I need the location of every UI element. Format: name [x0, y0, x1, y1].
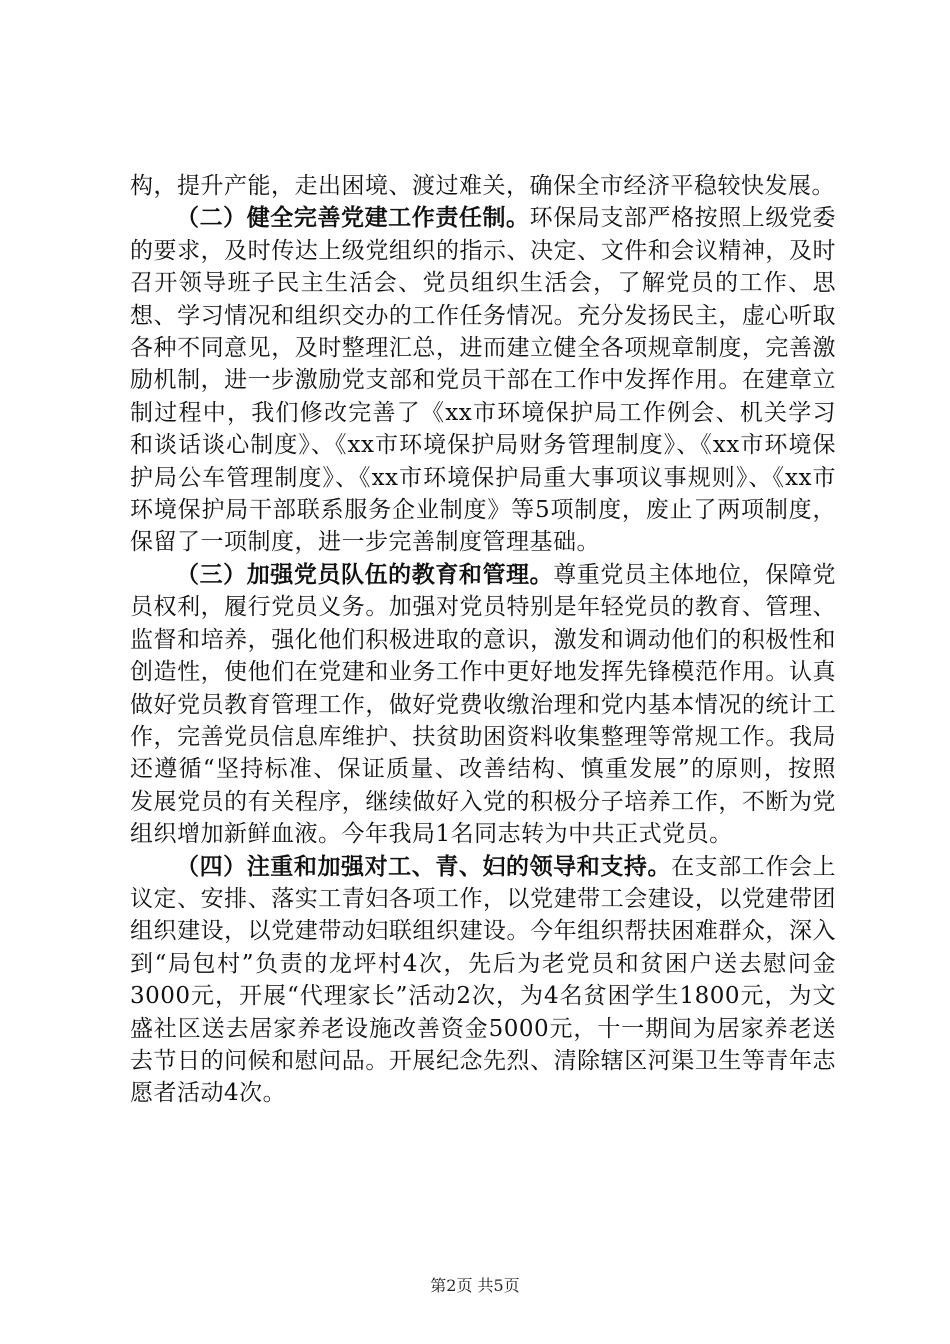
paragraph-text: 在支部工作会上议定、安排、落实工青妇各项工作，以党建带工会建设，以党建带团组织建设，以党建带动妇联组织建设。今年组织帮扶困难群众，深入到“局包村”负责的龙坪村4次，先后为老党员和贫困户送去慰问金3000元，开展“代理家长”活动2次，为4名贫困学生1800元，为文盛社区送去居家养老设施改善资金5000元，十一期间为居家养老送去节日的问候和慰问品。开展纪念先烈、清除辖区河渠卫生等青年志愿者活动4次。	[130, 853, 837, 1107]
page-number: 第2页 共5页	[430, 1276, 520, 1295]
paragraph-section-2	[130, 202, 836, 558]
paragraph-section-4	[130, 851, 836, 1110]
section-heading: （三）加强党员队伍的教育和管理。	[176, 561, 554, 588]
paragraph-text: 构，提升产能，走出困境、渡过难关，确保全市经济平稳较快发展。	[130, 173, 835, 199]
document-body	[130, 170, 836, 1110]
paragraph-text: 尊重党员主体地位，保障党员权利，履行党员义务。加强对党员特别是年轻党员的教育、管理、监督和培养，强化他们积极进取的意识，激发和调动他们的积极性和创造性，使他们在党建和业务工作中更好地发挥先锋模范作用。认真做好党员教育管理工作，做好党费收缴治理和党内基本情况的统计工作，完善党员信息库维护、扶贫助困资料收集整理等常规工作。我局还遵循“坚持标准、保证质量、改善结构、慎重发展”的原则，按照发展党员的有关程序，继续做好入党的积极分子培养工作，不断为党组织增加新鲜血液。今年我局1名同志转为中共正式党员。	[130, 561, 837, 848]
section-heading: （四）注重和加强对工、青、妇的领导和支持。	[176, 853, 672, 880]
paragraph-section-3	[130, 559, 836, 851]
paragraph-text: 环保局支部严格按照上级党委的要求，及时传达上级党组织的指示、决定、文件和会议精神，及时召开领导班子民主生活会、党员组织生活会，了解党员的工作、思想、学习情况和组织交办的工作任务情况。充分发扬民主，虚心听取各种不同意见，及时整理汇总，进而建立健全各项规章制度，完善激励机制，进一步激励党支部和党员干部在工作中发挥作用。在建章立制过程中，我们修改完善了《xx市环境保护局工作例会、机关学习和谈话谈心制度》、《xx市环境保护局财务管理制度》、《xx市环境保护局公车管理制度》、《xx市环境保护局重大事项议事规则》、《xx市环境保护局干部联系服务企业制度》等5项制度，废止了两项制度，保留了一项制度，进一步完善制度管理基础。	[130, 205, 837, 556]
section-heading: （二）健全完善党建工作责任制。	[176, 205, 530, 232]
page-footer	[0, 1276, 950, 1296]
paragraph-continuation	[130, 170, 836, 202]
